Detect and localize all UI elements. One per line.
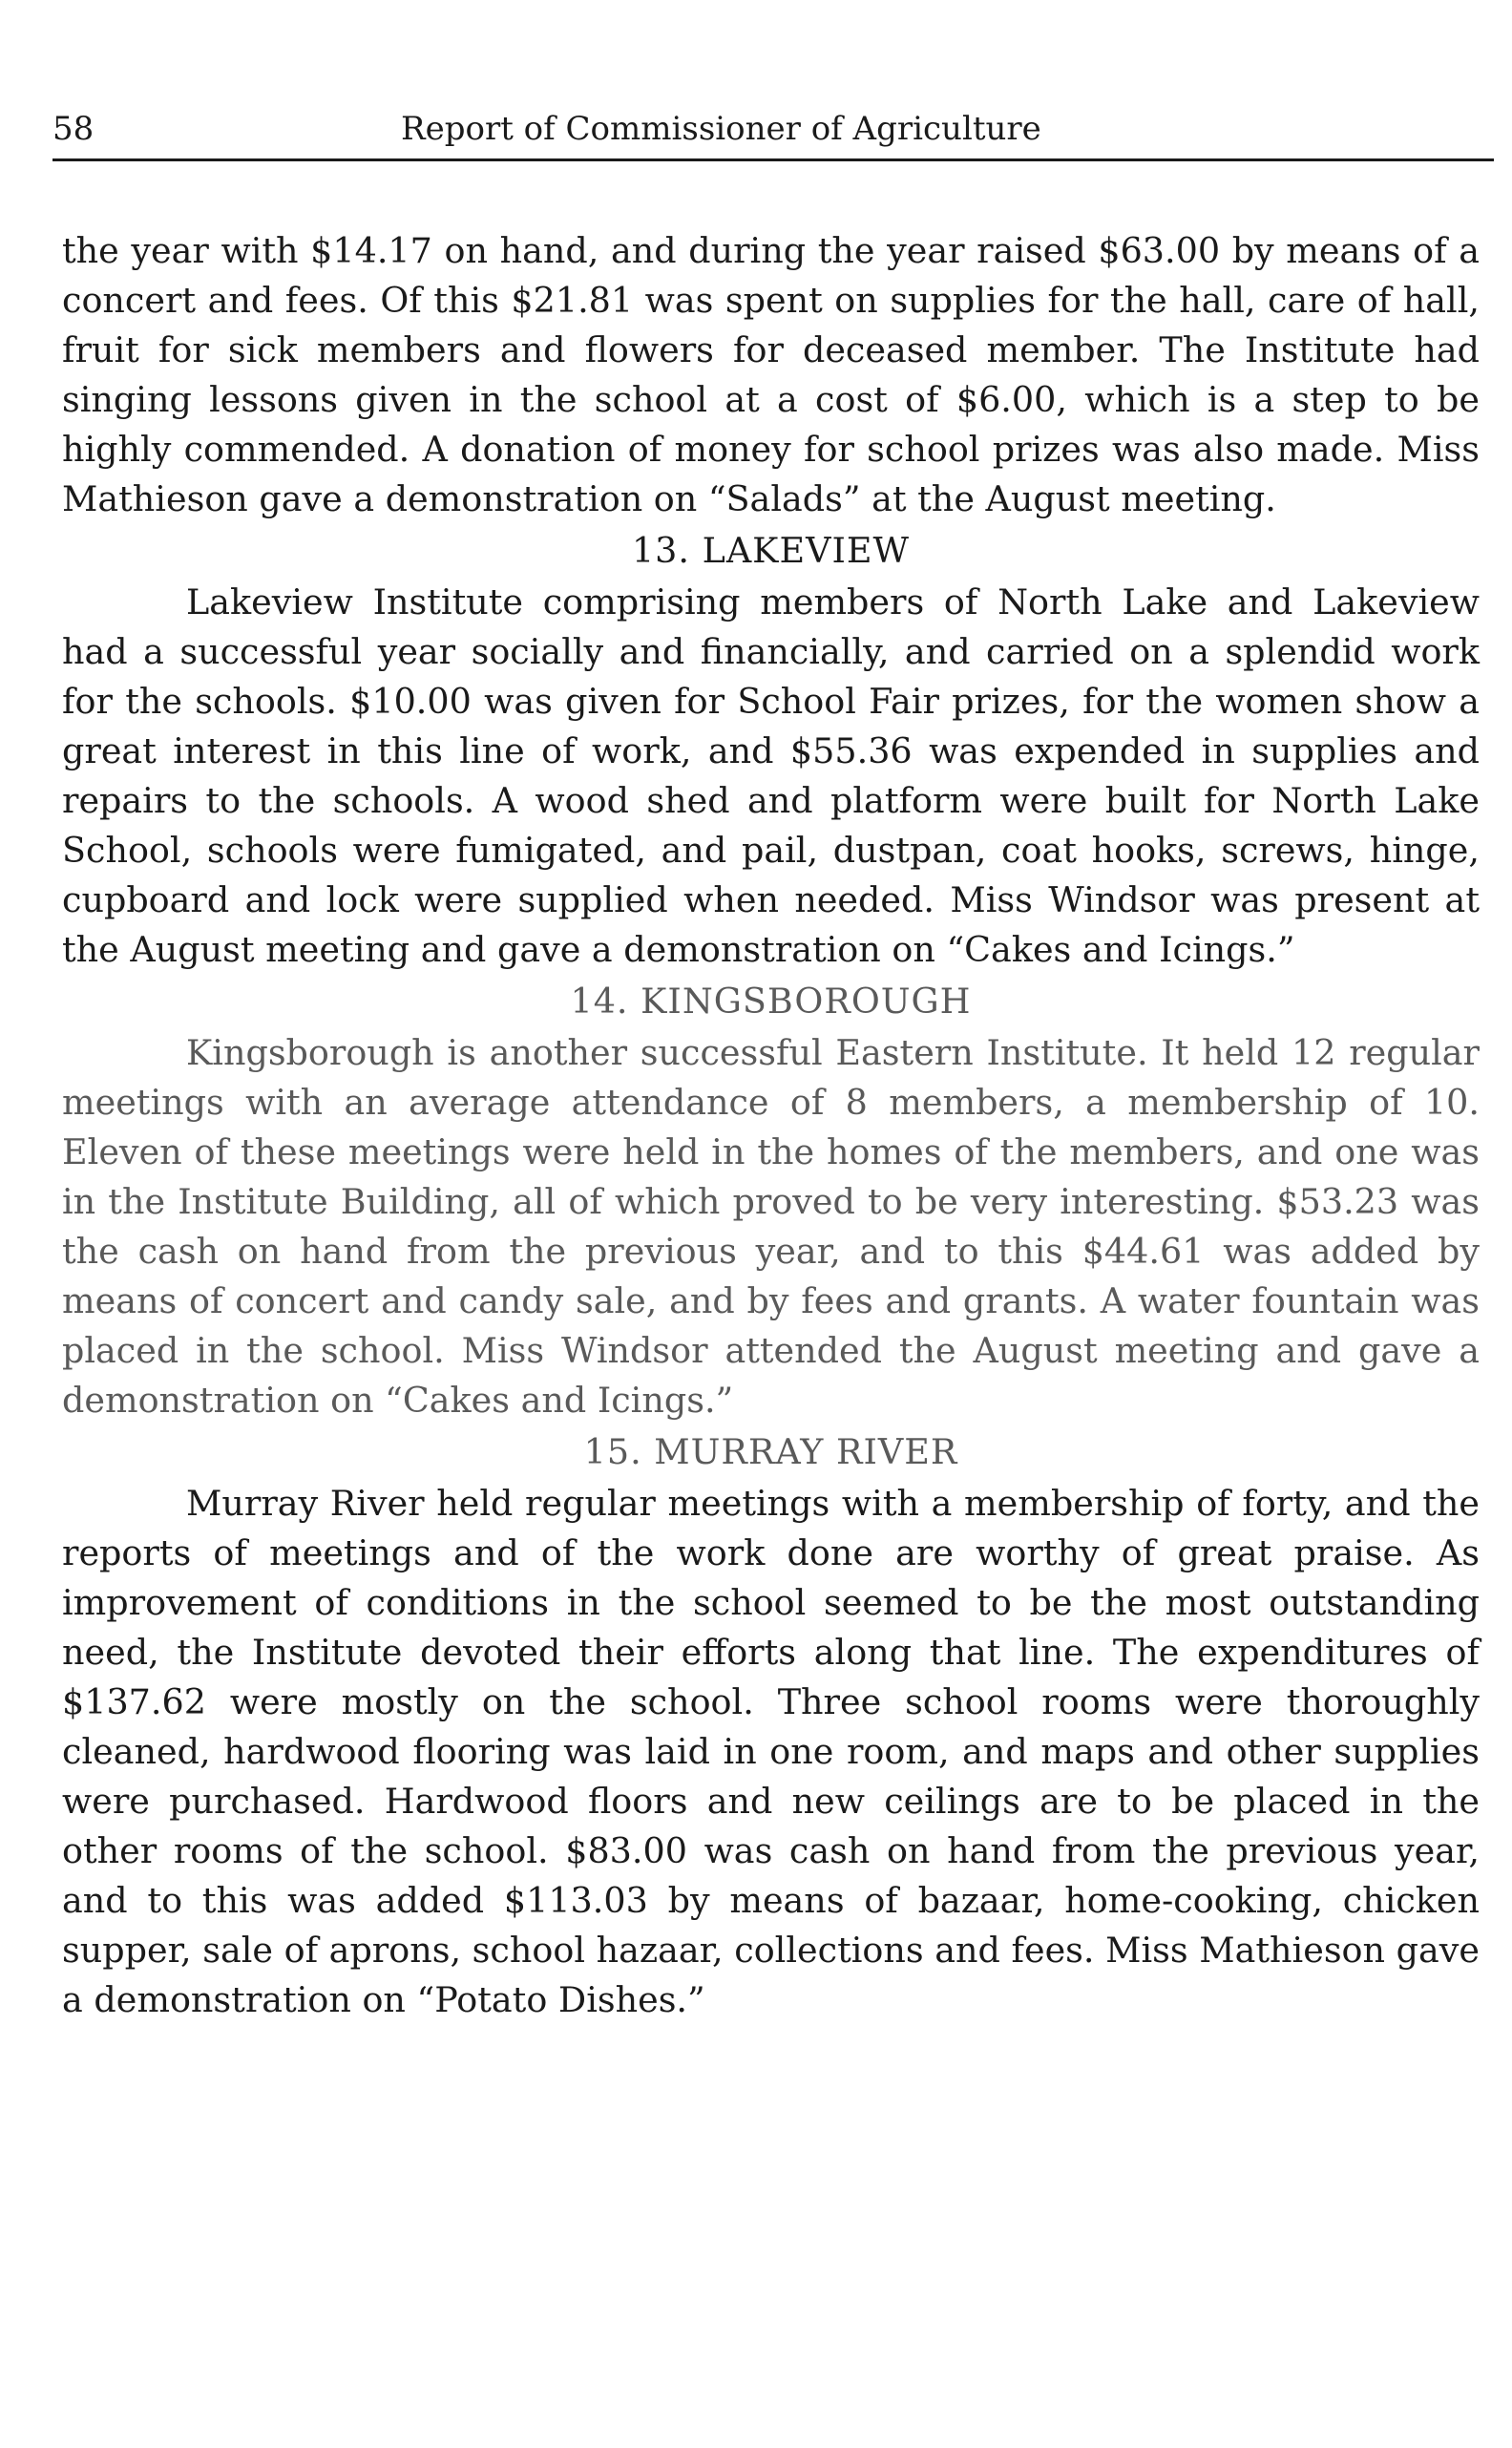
document-page bbox=[52, 105, 1494, 2020]
page-number: 58 bbox=[52, 110, 94, 148]
section-heading-lakeview: 13. LAKEVIEW bbox=[631, 530, 911, 571]
header-rule bbox=[52, 158, 1494, 161]
body-text bbox=[62, 226, 1480, 2025]
section-paragraph-murray-river: Murray River held regular meetings with a membership of forty, and the reports of meetings and of the work done are worthy of great praise. As improvement of conditions in the school seemed to be the most outstanding need, the Institute devoted their efforts along that line. The expenditures of $137.62 were mostly on the school. Three school rooms were thoroughly cleaned, hardwood flooring was laid in one room, and maps and other supplies were purchased. Hardwood floors and new ceilings are to be placed in the other rooms of the school. $83.00 was cash on hand from the previous year, and to this was added $113.03 by means of bazaar, home-cooking, chicken supper, sale of aprons, school hazaar, collections and fees. Miss Mathieson gave a demonstration on “Potato Dishes.” bbox=[62, 1483, 1480, 2020]
section-paragraph-lakeview: Lakeview Institute comprising members of North Lake and Lakeview had a successful year socially and financially, and carried on a splendid work for the schools. $10.00 was given for School Fair prizes, for the women show a great interest in this line of work, and $55.36 was expended in supplies and repairs to the schools. A wood shed and platform were built for North Lake School, schools were fumigated, and pail, dustpan, coat hooks, screws, hinge, cupboard and lock were supplied when needed. Miss Windsor was present at the August meeting and gave a demonstration on “Cakes and Icings.” bbox=[62, 581, 1480, 970]
section-heading-kingsborough: 14. KINGSBOROUGH bbox=[570, 981, 972, 1022]
running-header bbox=[52, 105, 1494, 153]
section-heading-murray-river: 15. MURRAY RIVER bbox=[583, 1431, 958, 1472]
running-title: Report of Commissioner of Agriculture bbox=[401, 110, 1041, 148]
paragraph-continued: the year with $14.17 on hand, and during the year raised $63.00 by means of a concert and fees. Of this $21.81 was spent on supplies for the hall, care of hall, fruit for sick members and flowers for deceased member. The Institute had singing lessons given in the school at a cost of $6.00, which is a step to be highly commended. A donation of money for school prizes was also made. Miss Mathieson gave a demonstration on “Salads” at the August meeting. bbox=[62, 230, 1480, 519]
section-paragraph-kingsborough: Kingsborough is another successful Eastern Institute. It held 12 regular meetings with an average attendance of 8 members, a membership of 10. Eleven of these meetings were held in the homes of the members, and one was in the Institute Building, all of which proved to be very interesting. $53.23 was the cash on hand from the previous year, and to this $44.61 was added by means of concert and candy sale, and by fees and grants. A water fountain was placed in the school. Miss Windsor attended the August meeting and gave a demonstration on “Cakes and Icings.” bbox=[62, 1032, 1480, 1421]
